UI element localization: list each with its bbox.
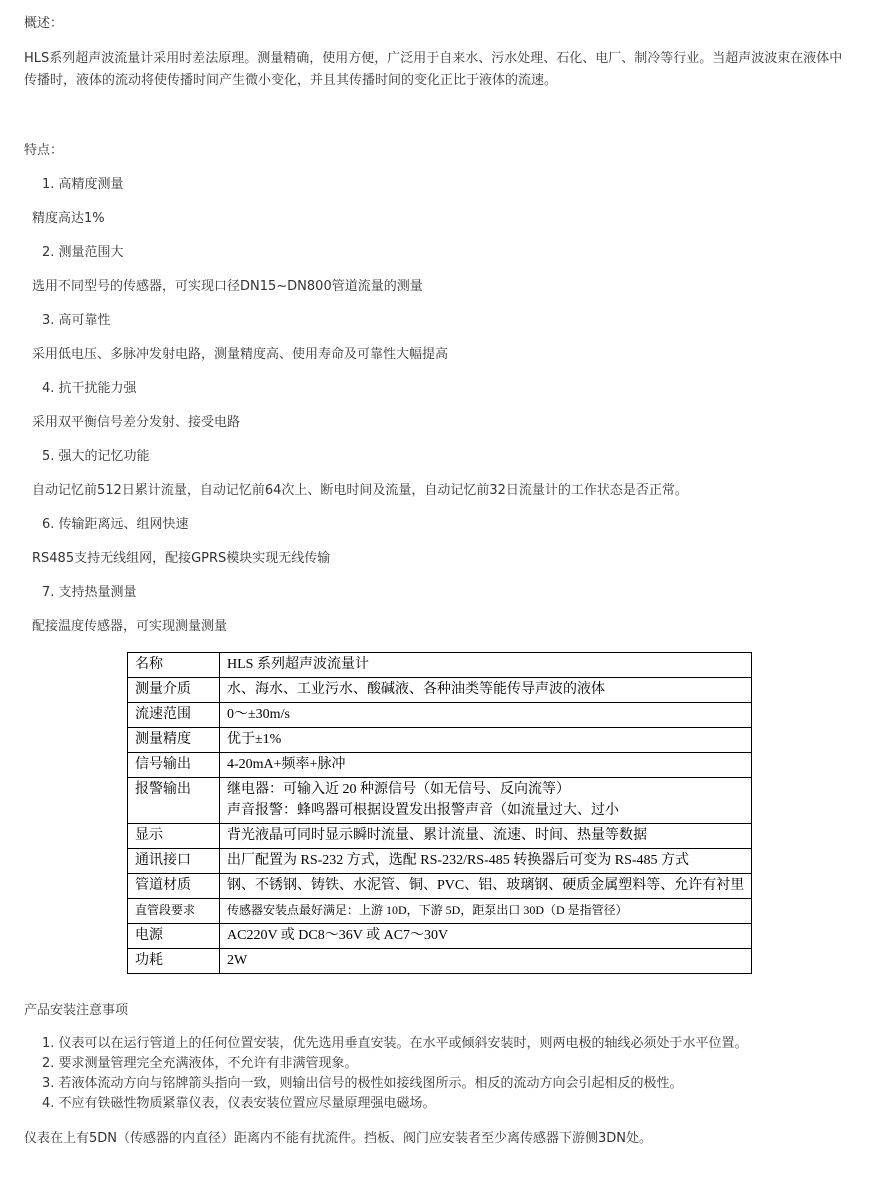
- spec-value: 出厂配置为 RS-232 方式，选配 RS-232/RS-485 转换器后可变为 RS-485 方式: [220, 849, 752, 874]
- spec-value: HLS 系列超声波流量计: [220, 653, 752, 678]
- spec-key: 报警输出: [128, 778, 220, 824]
- feature-desc: 配接温度传感器，可实现测量测量: [32, 619, 228, 634]
- feature-desc: 自动记忆前512日累计流量，自动记忆前64次上、断电时间及流量，自动记忆前32日流量计的工作状态是否正常。: [32, 483, 688, 498]
- spec-value: 0～±30m/s: [220, 703, 752, 728]
- feature-title: 5. 强大的记忆功能: [42, 449, 150, 464]
- spec-key: 管道材质: [128, 874, 220, 899]
- spec-key: 通讯接口: [128, 849, 220, 874]
- feature-desc: RS485支持无线组网，配接GPRS模块实现无线传输: [32, 551, 331, 566]
- feature-title: 7. 支持热量测量: [42, 585, 137, 600]
- spec-value-line: 继电器：可输入近 20 种源信号（如无信号、反向流等）: [227, 782, 570, 797]
- overview-text: HLS系列超声波流量计采用时差法原理。测量精确，使用方便，广泛用于自来水、污水处理、石化、电厂、制冷等行业。当超声波波束在液体中传播时，液体的流动将使传播时间产生微小变化，并且其传播时间的变化正比于液体的流速。: [24, 51, 843, 88]
- spec-key: 显示: [128, 824, 220, 849]
- table-row: [128, 824, 752, 849]
- spec-value: 优于±1%: [220, 728, 752, 753]
- feature-title: 6. 传输距离远、组网快速: [42, 517, 189, 532]
- table-row: [128, 924, 752, 949]
- spec-table: [127, 652, 752, 974]
- feature-title: 4. 抗干扰能力强: [42, 381, 137, 396]
- spec-key: 信号输出: [128, 753, 220, 778]
- spec-value: 2W: [220, 949, 752, 974]
- spec-key: 功耗: [128, 949, 220, 974]
- list-item: 4. 不应有铁磁性物质紧靠仪表，仪表安装位置应尽量原理强电磁场。: [42, 1096, 436, 1111]
- table-row: [128, 778, 752, 824]
- features-heading: 特点：: [24, 143, 64, 158]
- feature-desc: 选用不同型号的传感器，可实现口径DN15~DN800管道流量的测量: [32, 279, 423, 294]
- spec-value: 水、海水、工业污水、酸碱液、各种油类等能传导声波的液体: [220, 678, 752, 703]
- overview-heading: 概述：: [24, 16, 64, 31]
- table-row: [128, 678, 752, 703]
- spec-value: AC220V 或 DC8～36V 或 AC7～30V: [220, 924, 752, 949]
- spec-value: 背光液晶可同时显示瞬时流量、累计流量、流速、时间、热量等数据: [220, 824, 752, 849]
- feature-title: 3. 高可靠性: [42, 313, 111, 328]
- table-row: [128, 653, 752, 678]
- feature-desc: 精度高达1%: [32, 211, 105, 226]
- spec-value: 传感器安装点最好满足：上游 10D，下游 5D，距泵出口 30D（D 是指管径）: [220, 899, 752, 924]
- spec-key: 测量介质: [128, 678, 220, 703]
- spec-key: 流速范围: [128, 703, 220, 728]
- spec-value: 钢、不锈钢、铸铁、水泥管、铜、PVC、铝、玻璃钢、硬质金属塑料等、允许有衬里: [220, 874, 752, 899]
- install-footer: 仪表在上有5DN（传感器的内直径）距离内不能有扰流件。挡板、阀门应安装者至少离传感器下游侧3DN处。: [24, 1131, 653, 1146]
- table-row: [128, 728, 752, 753]
- feature-title: 2. 测量范围大: [42, 245, 124, 260]
- list-item: 1. 仪表可以在运行管道上的任何位置安装，优先选用垂直安装。在水平或倾斜安装时，则两电极的轴线必须处于水平位置。: [42, 1036, 748, 1051]
- spec-key: 直管段要求: [128, 899, 220, 924]
- table-row: [128, 874, 752, 899]
- install-notes-list: [42, 1034, 748, 1114]
- spec-key: 电源: [128, 924, 220, 949]
- spec-value: [220, 778, 752, 824]
- table-row: [128, 949, 752, 974]
- table-row: [128, 849, 752, 874]
- install-heading: 产品安装注意事项: [24, 1003, 129, 1018]
- spec-value-line: 声音报警：蜂鸣器可根据设置发出报警声音（如流量过大、过小: [227, 803, 619, 818]
- list-item: 2. 要求测量管理完全充满液体，不允许有非满管现象。: [42, 1056, 358, 1071]
- spec-key: 名称: [128, 653, 220, 678]
- feature-desc: 采用双平衡信号差分发射、接受电路: [32, 415, 241, 430]
- feature-desc: 采用低电压、多脉冲发射电路，测量精度高、使用寿命及可靠性大幅提高: [32, 347, 449, 362]
- list-item: 3. 若液体流动方向与铭牌箭头指向一致，则输出信号的极性如接线图所示。相反的流动方向会引起相反的极性。: [42, 1076, 683, 1091]
- spec-value: 4-20mA+频率+脉冲: [220, 753, 752, 778]
- table-row: [128, 703, 752, 728]
- table-row: [128, 753, 752, 778]
- feature-title: 1. 高精度测量: [42, 177, 124, 192]
- spec-key: 测量精度: [128, 728, 220, 753]
- table-row: [128, 899, 752, 924]
